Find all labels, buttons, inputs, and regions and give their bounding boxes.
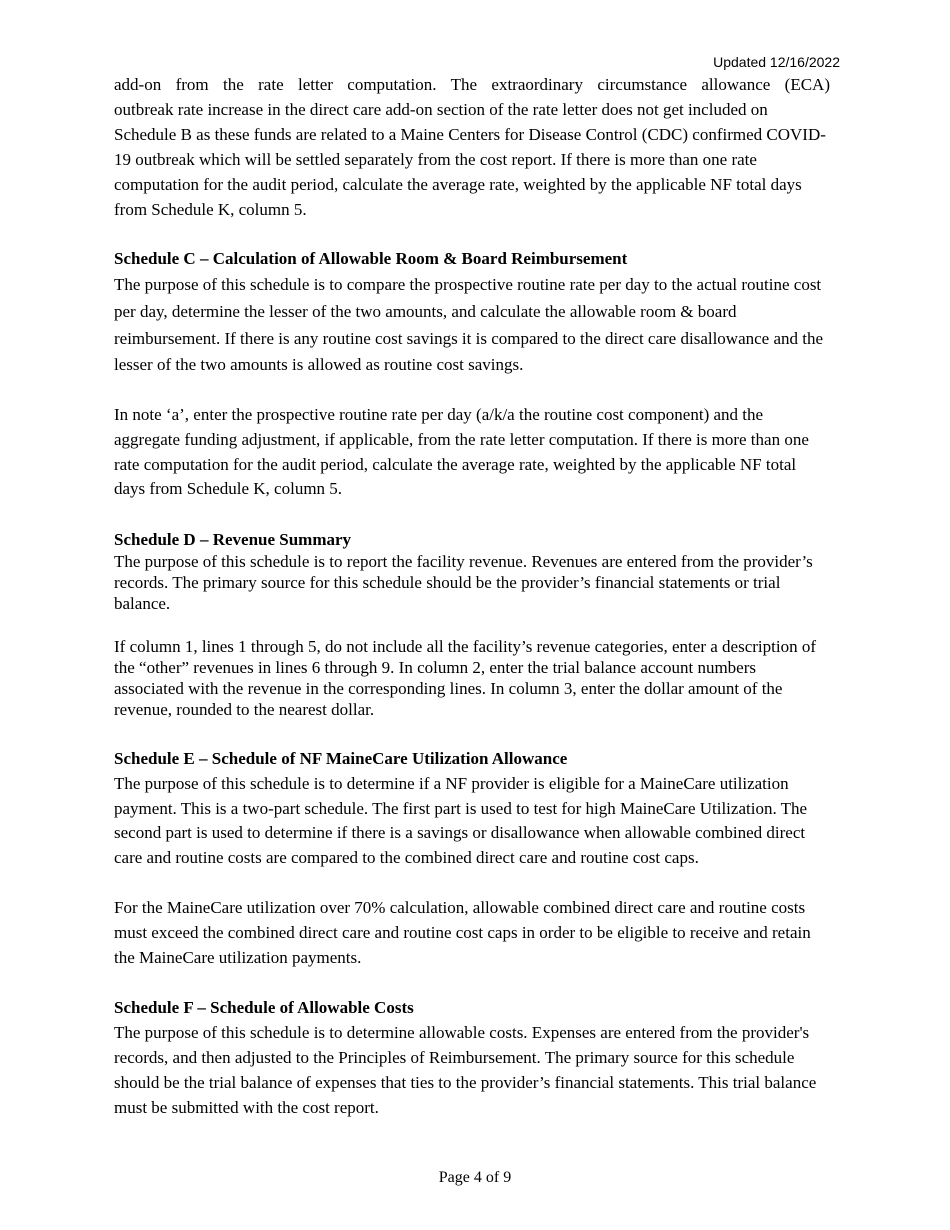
intro-first-line: add-on from the rate letter computation. The extraordinary circumstance allowance (ECA)	[114, 75, 830, 94]
schedule-c-heading: Schedule C – Calculation of Allowable Room & Board Reimbursement	[114, 249, 628, 269]
schedule-f-heading: Schedule F – Schedule of Allowable Costs	[114, 997, 414, 1017]
schedule-d-paragraph-2: If column 1, lines 1 through 5, do not include all the facility’s revenue categories, enter a description of the “other” revenues in lines 6 through 9. In column 2, enter the trial balance account numbers associated with the revenue in the corresponding lines. In column 3, enter the dollar amount of the revenue, rounded to the nearest dollar.	[114, 636, 816, 720]
schedule-c-paragraph-1: The purpose of this schedule is to compare the prospective routine rate per day to the actual routine cost per day, determine the lesser of the two amounts, and calculate the allowable room & board reimbursement. If there is any routine cost savings it is compared to the direct care disallowance and the lesser of the two amounts is allowed as routine cost savings.	[114, 275, 824, 375]
schedule-c-paragraph-2: In note ‘a’, enter the prospective routine rate per day (a/k/a the routine cost component) and the aggregate funding adjustment, if applicable, from the rate letter computation. If there is more than one rate computation for the audit period, calculate the average rate, weighted by the applicable NF total days from Schedule K, column 5.	[114, 404, 809, 499]
schedule-e-section	[114, 747, 830, 971]
updated-date: Updated 12/16/2022	[713, 54, 840, 70]
schedule-d-paragraph-1: The purpose of this schedule is to report the facility revenue. Revenues are entered from the provider’s records. The primary source for this schedule should be the provider’s financial statements or trial balance.	[114, 551, 813, 614]
document-body	[114, 73, 830, 1121]
schedule-e-paragraph-2: For the MaineCare utilization over 70% calculation, allowable combined direct care and routine costs must exceed the combined direct care and routine cost caps in order to be eligible to receive and retain the MaineCare utilization payments.	[114, 898, 811, 968]
schedule-e-heading: Schedule E – Schedule of NF MaineCare Utilization Allowance	[114, 748, 568, 768]
schedule-d-section	[114, 529, 830, 720]
schedule-e-paragraph-1: The purpose of this schedule is to determine if a NF provider is eligible for a MaineCare utilization payment. This is a two-part schedule. The first part is used to test for high MaineCare Utilization. The second part is used to determine if there is a savings or disallowance when allowable combined direct care and routine costs are compared to the combined direct care and routine cost caps.	[114, 773, 808, 868]
schedule-d-heading: Schedule D – Revenue Summary	[114, 530, 352, 550]
schedule-c-section	[114, 247, 830, 502]
intro-section	[114, 73, 830, 222]
intro-paragraph: outbreak rate increase in the direct care add-on section of the rate letter does not get included on Schedule B as these funds are related to a Maine Centers for Disease Control (CDC) confirmed COVID-19 outbreak which will be settled separately from the cost report. If there is more than one rate computation for the audit period, calculate the average rate, weighted by the applicable NF total days from Schedule K, column 5.	[114, 99, 826, 219]
page-number: Page 4 of 9	[438, 1169, 512, 1186]
schedule-f-section	[114, 996, 830, 1121]
schedule-f-paragraph-1: The purpose of this schedule is to determine allowable costs. Expenses are entered from the provider's records, and then adjusted to the Principles of Reimbursement. The primary source for this schedule should be the trial balance of expenses that ties to the provider’s financial statements. This trial balance must be submitted with the cost report.	[114, 1022, 817, 1117]
